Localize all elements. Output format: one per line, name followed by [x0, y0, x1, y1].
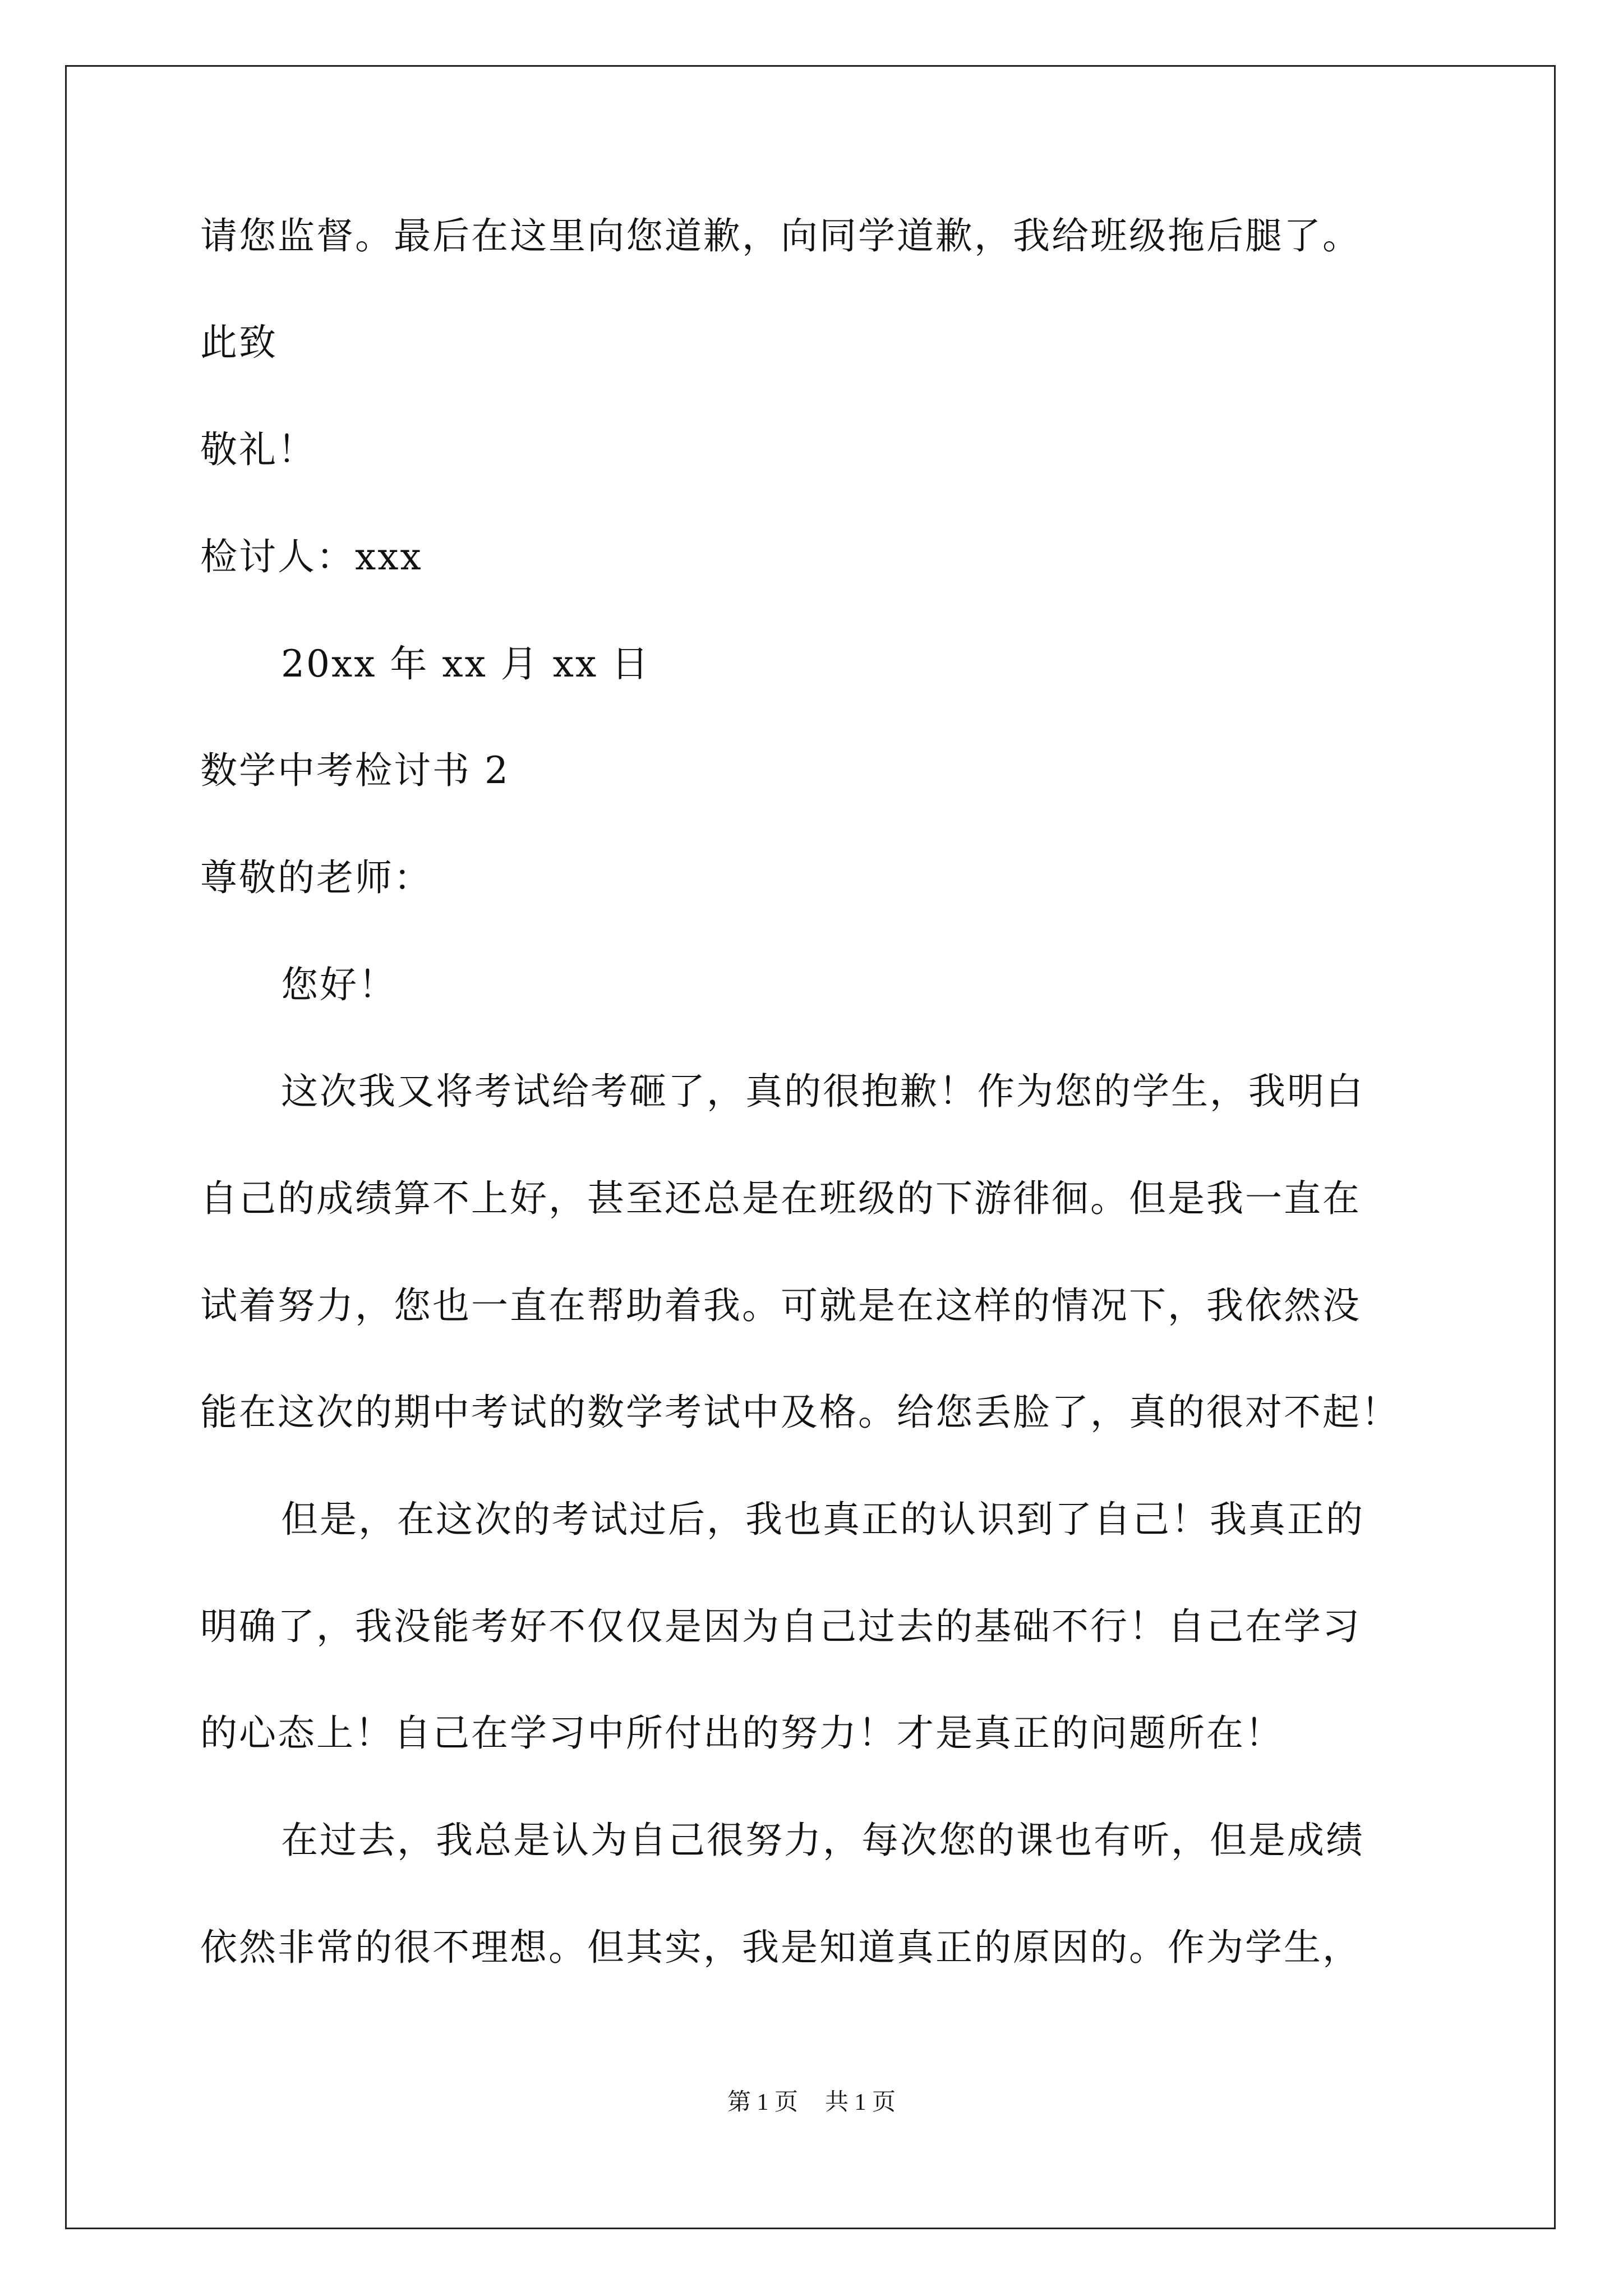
page-border [65, 65, 1556, 2229]
date-line: 20xx 年 xx 月 xx 日 [281, 642, 651, 685]
section-title: 数学中考检讨书 2 [200, 749, 510, 792]
page-number: 第 1 页 [727, 2090, 798, 2115]
paragraph-line: 这次我又将考试给考砸了，真的很抱歉！作为您的学生，我明白 [281, 1070, 1364, 1113]
text-line: 此致 [200, 321, 278, 364]
page-total: 共 1 页 [825, 2090, 896, 2115]
paragraph-line: 明确了，我没能考好不仅仅是因为自己过去的基础不行！自己在学习 [200, 1605, 1361, 1648]
paragraph-line: 依然非常的很不理想。但其实，我是知道真正的原因的。作为学生， [200, 1926, 1361, 1969]
page-footer [0, 2086, 1623, 2119]
text-line: 敬礼！ [200, 428, 316, 471]
text-line: 检讨人：xxx [200, 535, 423, 578]
salutation: 尊敬的老师： [200, 856, 432, 899]
greeting: 您好！ [281, 963, 397, 1006]
paragraph-line: 但是，在这次的考试过后，我也真正的认识到了自己！我真正的 [281, 1498, 1364, 1541]
text-line: 请您监督。最后在这里向您道歉，向同学道歉，我给班级拖后腿了。 [200, 214, 1361, 257]
paragraph-line: 在过去，我总是认为自己很努力，每次您的课也有听，但是成绩 [281, 1819, 1364, 1862]
paragraph-line: 能在这次的期中考试的数学考试中及格。给您丢脸了，真的很对不起！ [200, 1391, 1400, 1434]
paragraph-line: 的心态上！自己在学习中所付出的努力！才是真正的问题所在！ [200, 1711, 1284, 1755]
paragraph-line: 试着努力，您也一直在帮助着我。可就是在这样的情况下，我依然没 [200, 1284, 1361, 1327]
paragraph-line: 自己的成绩算不上好，甚至还总是在班级的下游徘徊。但是我一直在 [200, 1177, 1361, 1220]
